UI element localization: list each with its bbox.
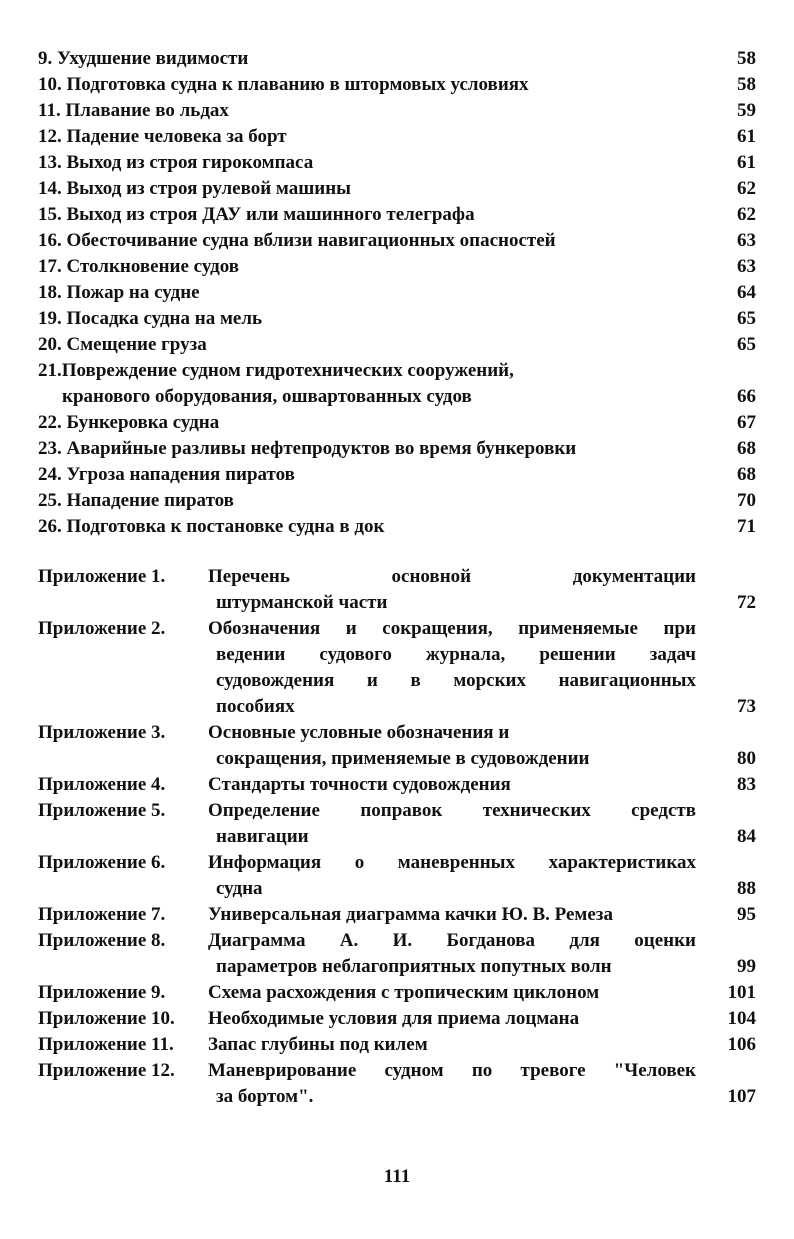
toc-entry bbox=[38, 358, 756, 384]
toc-entry-title: 10. Подготовка судна к плаванию в штормовых условиях bbox=[38, 74, 529, 95]
toc-entry bbox=[38, 488, 756, 514]
appendix-title-line: Необходимые условия для приема лоцмана bbox=[208, 1008, 580, 1029]
toc-entry-title: 21.Повреждение судном гидротехнических сооружений, bbox=[38, 360, 514, 381]
toc-entry bbox=[38, 280, 756, 306]
toc-entry bbox=[38, 384, 756, 410]
toc-entry-title: 24. Угроза нападения пиратов bbox=[38, 464, 295, 485]
appendix-label: Приложение 10. bbox=[38, 1008, 175, 1029]
toc-entry-title: 16. Обесточивание судна вблизи навигационных опасностей bbox=[38, 230, 556, 251]
toc-entry-page: 67 bbox=[737, 412, 756, 433]
toc-entry-title: 14. Выход из строя рулевой машины bbox=[38, 178, 352, 199]
toc-entry-page: 65 bbox=[737, 334, 756, 355]
toc-entry bbox=[38, 124, 756, 150]
appendix-title-line: Схема расхождения с тропическим циклоном bbox=[208, 982, 600, 1003]
appendix-label: Приложение 5. bbox=[38, 800, 166, 821]
toc-entry-title: 25. Нападение пиратов bbox=[38, 490, 234, 511]
toc-entry-page: 61 bbox=[737, 152, 756, 173]
appendix-title-line: Определение поправок технических средств bbox=[208, 800, 696, 821]
toc-entry-page: 63 bbox=[737, 256, 756, 277]
appendix-title-line: навигации bbox=[216, 826, 309, 847]
appendix-title-line: Универсальная диаграмма качки Ю. В. Ремеза bbox=[208, 904, 613, 925]
toc-entry-page: 64 bbox=[737, 282, 756, 303]
appendix-title bbox=[208, 1032, 756, 1058]
appendix-title-line: пособиях bbox=[216, 696, 295, 717]
appendix-label: Приложение 9. bbox=[38, 982, 166, 1003]
appendix-title-line: сокращения, применяемые в судовождении bbox=[216, 748, 590, 769]
appendix-title-line: Информация о маневренных характеристиках bbox=[208, 852, 696, 873]
table-of-contents bbox=[38, 46, 756, 1110]
toc-entry-title: 9. Ухудшение видимости bbox=[38, 48, 249, 69]
toc-entry-page: 68 bbox=[737, 438, 756, 459]
appendix-label: Приложение 8. bbox=[38, 930, 166, 951]
appendix-title-line: Маневрирование судном по тревоге "Человек bbox=[208, 1060, 696, 1081]
toc-entry bbox=[38, 254, 756, 280]
toc-entry bbox=[38, 176, 756, 202]
appendix-title-line: Основные условные обозначения и bbox=[208, 722, 510, 743]
appendix-entry bbox=[38, 980, 756, 1006]
appendix-label: Приложение 2. bbox=[38, 618, 166, 639]
page-number: 111 bbox=[383, 1166, 411, 1187]
toc-entry-page: 68 bbox=[737, 464, 756, 485]
appendix-entry bbox=[38, 616, 756, 720]
toc-entry bbox=[38, 228, 756, 254]
appendix-title-line: судна bbox=[216, 878, 263, 899]
appendix-title bbox=[208, 720, 756, 772]
appendix-title-line: Обозначения и сокращения, применяемые при bbox=[208, 618, 696, 639]
toc-entry-title: 20. Смещение груза bbox=[38, 334, 207, 355]
appendix-title-line: Диаграмма А. И. Богданова для оценки bbox=[208, 930, 696, 951]
appendix-entry bbox=[38, 902, 756, 928]
toc-entry bbox=[38, 150, 756, 176]
toc-entry bbox=[38, 462, 756, 488]
appendix-entry bbox=[38, 1032, 756, 1058]
appendix-label: Приложение 11. bbox=[38, 1034, 174, 1055]
toc-entry-page: 63 bbox=[737, 230, 756, 251]
appendix-entry bbox=[38, 772, 756, 798]
toc-entry bbox=[38, 306, 756, 332]
toc-entry-title: 15. Выход из строя ДАУ или машинного телеграфа bbox=[38, 204, 475, 225]
toc-entry bbox=[38, 514, 756, 540]
appendix-page: 84 bbox=[737, 826, 756, 847]
appendix-title bbox=[208, 980, 756, 1006]
appendix-page: 83 bbox=[737, 774, 756, 795]
appendix-page: 95 bbox=[737, 904, 756, 925]
appendix-label: Приложение 3. bbox=[38, 722, 166, 743]
appendix-title-line: штурманской части bbox=[216, 592, 388, 613]
appendix-page: 106 bbox=[727, 1034, 756, 1055]
appendix-entry bbox=[38, 798, 756, 850]
toc-appendices bbox=[38, 564, 756, 1110]
toc-entry-title: 13. Выход из строя гирокомпаса bbox=[38, 152, 314, 173]
appendix-page: 107 bbox=[727, 1086, 756, 1107]
toc-entry-title: кранового оборудования, ошвартованных судов bbox=[62, 386, 472, 407]
toc-entry-page: 62 bbox=[737, 178, 756, 199]
appendix-title bbox=[208, 850, 756, 902]
toc-entry bbox=[38, 202, 756, 228]
appendix-title-line: за бортом". bbox=[216, 1086, 314, 1107]
toc-entry-title: 11. Плавание во льдах bbox=[38, 100, 229, 121]
appendix-title-line: Запас глубины под килем bbox=[208, 1034, 428, 1055]
toc-entry-page: 61 bbox=[737, 126, 756, 147]
toc-entry-title: 18. Пожар на судне bbox=[38, 282, 200, 303]
toc-entry-page: 59 bbox=[737, 100, 756, 121]
appendix-title-line: параметров неблагоприятных попутных волн bbox=[216, 956, 612, 977]
toc-entry-title: 26. Подготовка к постановке судна в док bbox=[38, 516, 385, 537]
toc-entries bbox=[38, 46, 756, 540]
appendix-title-line: ведении судового журнала, решении задач bbox=[216, 644, 696, 665]
toc-entry-page: 65 bbox=[737, 308, 756, 329]
toc-entry bbox=[38, 436, 756, 462]
appendix-title bbox=[208, 902, 756, 928]
appendix-label: Приложение 1. bbox=[38, 566, 166, 587]
toc-entry-title: 22. Бункеровка судна bbox=[38, 412, 220, 433]
appendix-entry bbox=[38, 564, 756, 616]
toc-entry-title: 19. Посадка судна на мель bbox=[38, 308, 263, 329]
toc-entry-title: 12. Падение человека за борт bbox=[38, 126, 287, 147]
appendix-title bbox=[208, 616, 756, 720]
appendix-title bbox=[208, 1058, 756, 1110]
appendix-page: 88 bbox=[737, 878, 756, 899]
appendix-page: 99 bbox=[737, 956, 756, 977]
appendix-title-line: судовождения и в морских навигационных bbox=[216, 670, 696, 691]
toc-entry-page: 70 bbox=[737, 490, 756, 511]
appendix-label: Приложение 12. bbox=[38, 1060, 175, 1081]
section-gap bbox=[38, 540, 756, 564]
appendix-title bbox=[208, 928, 756, 980]
toc-entry-page: 66 bbox=[737, 386, 756, 407]
toc-entry-page: 58 bbox=[737, 74, 756, 95]
appendix-entry bbox=[38, 1006, 756, 1032]
appendix-entry bbox=[38, 928, 756, 980]
appendix-title bbox=[208, 1006, 756, 1032]
appendix-page: 73 bbox=[737, 696, 756, 717]
appendix-entry bbox=[38, 720, 756, 772]
toc-entry-page: 62 bbox=[737, 204, 756, 225]
toc-entry bbox=[38, 46, 756, 72]
appendix-entry bbox=[38, 850, 756, 902]
appendix-title bbox=[208, 772, 756, 798]
appendix-title-line: Перечень основной документации bbox=[208, 566, 696, 587]
appendix-label: Приложение 7. bbox=[38, 904, 166, 925]
toc-entry-title: 17. Столкновение судов bbox=[38, 256, 240, 277]
toc-entry bbox=[38, 98, 756, 124]
toc-entry bbox=[38, 410, 756, 436]
toc-entry-page: 58 bbox=[737, 48, 756, 69]
appendix-title bbox=[208, 564, 756, 616]
toc-entry-title: 23. Аварийные разливы нефтепродуктов во время бункеровки bbox=[38, 438, 577, 459]
appendix-page: 72 bbox=[737, 592, 756, 613]
toc-entry-page: 71 bbox=[737, 516, 756, 537]
appendix-title bbox=[208, 798, 756, 850]
toc-entry bbox=[38, 72, 756, 98]
appendix-label: Приложение 6. bbox=[38, 852, 166, 873]
appendix-page: 80 bbox=[737, 748, 756, 769]
appendix-label: Приложение 4. bbox=[38, 774, 166, 795]
appendix-page: 101 bbox=[727, 982, 756, 1003]
appendix-title-line: Стандарты точности судовождения bbox=[208, 774, 511, 795]
toc-entry bbox=[38, 332, 756, 358]
appendix-entry bbox=[38, 1058, 756, 1110]
appendix-page: 104 bbox=[727, 1008, 756, 1029]
